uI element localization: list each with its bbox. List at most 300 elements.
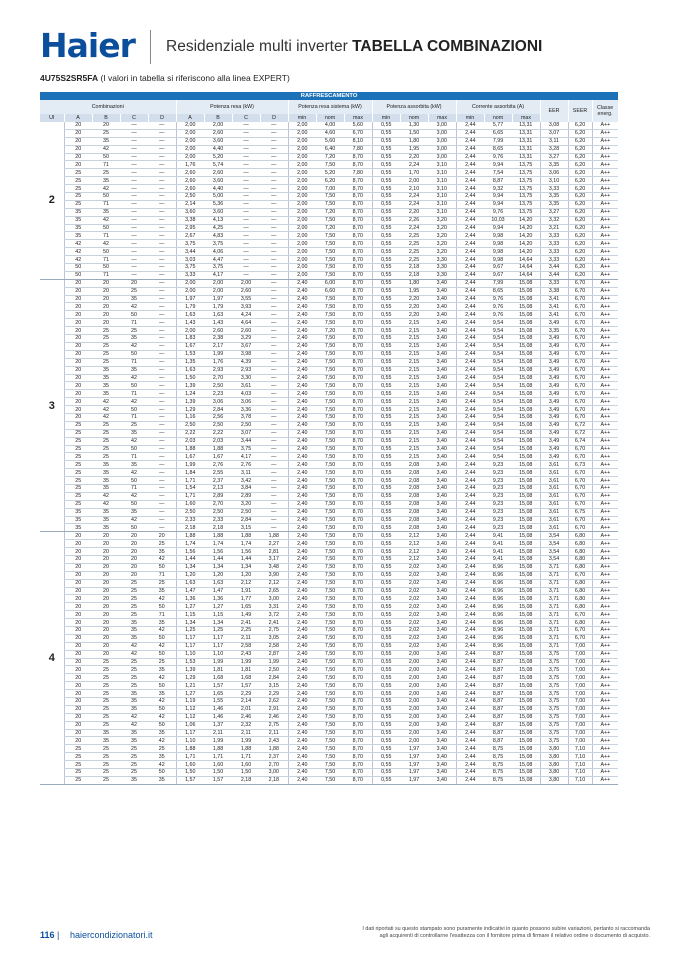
- table-cell: 3,40: [428, 500, 456, 508]
- table-row: [40, 161, 618, 169]
- table-cell: 2,44: [456, 579, 484, 587]
- table-cell: 0,55: [372, 603, 400, 611]
- table-cell: 3,40: [428, 753, 456, 761]
- table-cell: 7,00: [568, 690, 592, 698]
- table-row: [40, 745, 618, 753]
- table-cell: 0,55: [372, 611, 400, 619]
- table-cell: —: [260, 429, 288, 437]
- table-cell: 7,50: [316, 682, 344, 690]
- table-cell: 35: [92, 461, 120, 469]
- table-cell: 7,00: [568, 721, 592, 729]
- sub-header-cell: nom: [316, 114, 344, 122]
- table-cell: 2,44: [456, 776, 484, 784]
- table-cell: 3,10: [428, 177, 456, 185]
- table-cell: —: [232, 264, 260, 272]
- table-cell: 0,55: [372, 595, 400, 603]
- table-cell: 7,50: [316, 563, 344, 571]
- table-cell: 2,25: [232, 627, 260, 635]
- table-cell: 7,80: [344, 145, 372, 153]
- table-cell: 8,87: [484, 737, 512, 745]
- table-cell: 7,50: [316, 508, 344, 516]
- table-cell: 8,70: [344, 469, 372, 477]
- table-cell: 1,71: [232, 753, 260, 761]
- table-cell: 15,08: [512, 776, 540, 784]
- table-cell: 3,71: [540, 579, 568, 587]
- table-cell: 42: [92, 145, 120, 153]
- table-cell: 6,70: [568, 382, 592, 390]
- table-cell: 2,40: [288, 492, 316, 500]
- table-cell: 42: [120, 721, 148, 729]
- table-cell: 8,70: [344, 327, 372, 335]
- table-cell: 4,47: [204, 256, 232, 264]
- table-cell: 25: [64, 445, 92, 453]
- page-title: [166, 37, 542, 57]
- table-cell: 7,00: [568, 729, 592, 737]
- table-cell: A++: [592, 508, 618, 516]
- table-cell: 2,02: [400, 563, 428, 571]
- table-cell: 42: [92, 500, 120, 508]
- table-cell: 9,98: [484, 240, 512, 248]
- table-row: [40, 374, 618, 382]
- table-cell: 13,75: [512, 161, 540, 169]
- table-cell: 3,71: [540, 627, 568, 635]
- table-cell: 2,40: [288, 374, 316, 382]
- table-cell: —: [260, 374, 288, 382]
- table-cell: 42: [148, 627, 176, 635]
- table-row: [40, 129, 618, 137]
- table-cell: —: [232, 122, 260, 129]
- table-cell: 9,54: [484, 335, 512, 343]
- table-cell: 0,55: [372, 650, 400, 658]
- table-cell: A++: [592, 477, 618, 485]
- table-cell: 5,00: [204, 193, 232, 201]
- table-cell: A++: [592, 500, 618, 508]
- table-cell: 2,40: [288, 453, 316, 461]
- table-cell: 8,70: [344, 382, 372, 390]
- table-row: [40, 579, 618, 587]
- table-cell: 2,00: [400, 690, 428, 698]
- table-cell: —: [148, 390, 176, 398]
- table-cell: —: [148, 145, 176, 153]
- table-cell: A++: [592, 327, 618, 335]
- table-cell: 15,08: [512, 658, 540, 666]
- table-cell: 2,15: [400, 327, 428, 335]
- table-cell: 3,49: [540, 398, 568, 406]
- table-cell: 2,00: [288, 137, 316, 145]
- table-cell: A++: [592, 421, 618, 429]
- header-potenza-resa: Potenza resa (kW): [176, 100, 288, 114]
- table-cell: —: [232, 232, 260, 240]
- table-cell: 1,39: [176, 666, 204, 674]
- table-cell: 3,00: [428, 153, 456, 161]
- table-cell: 1,76: [204, 358, 232, 366]
- table-cell: 8,70: [344, 524, 372, 532]
- table-cell: 9,54: [484, 413, 512, 421]
- table-cell: 2,40: [288, 721, 316, 729]
- table-cell: 3,49: [540, 445, 568, 453]
- table-cell: 25: [92, 690, 120, 698]
- table-cell: 8,65: [484, 145, 512, 153]
- table-cell: 2,37: [204, 477, 232, 485]
- table-cell: 3,20: [232, 500, 260, 508]
- table-cell: 1,88: [260, 532, 288, 540]
- page-number-value: 116: [40, 930, 55, 940]
- table-cell: 2,62: [260, 698, 288, 706]
- table-cell: —: [120, 208, 148, 216]
- footer-separator: |: [57, 930, 60, 940]
- table-cell: 20: [92, 279, 120, 287]
- table-cell: 42: [92, 413, 120, 421]
- table-cell: 20: [64, 358, 92, 366]
- table-cell: —: [148, 185, 176, 193]
- table-cell: 1,79: [176, 303, 204, 311]
- table-cell: 8,70: [344, 200, 372, 208]
- table-cell: 3,93: [232, 303, 260, 311]
- table-cell: 15,08: [512, 634, 540, 642]
- table-cell: —: [148, 406, 176, 414]
- table-cell: 8,70: [344, 461, 372, 469]
- table-cell: 15,08: [512, 540, 540, 548]
- table-cell: 6,70: [568, 319, 592, 327]
- table-cell: —: [260, 342, 288, 350]
- table-cell: 2,12: [400, 540, 428, 548]
- table-cell: 2,00: [288, 248, 316, 256]
- table-cell: —: [260, 232, 288, 240]
- table-cell: 6,72: [568, 421, 592, 429]
- table-cell: 6,70: [568, 469, 592, 477]
- table-cell: 3,71: [540, 619, 568, 627]
- table-cell: 2,15: [400, 358, 428, 366]
- table-cell: —: [232, 177, 260, 185]
- table-cell: 25: [92, 129, 120, 137]
- table-cell: 0,55: [372, 753, 400, 761]
- table-cell: 15,08: [512, 713, 540, 721]
- table-row: [40, 366, 618, 374]
- table-row: [40, 477, 618, 485]
- table-cell: 1,99: [232, 737, 260, 745]
- table-cell: 7,50: [316, 469, 344, 477]
- table-cell: 3,75: [540, 666, 568, 674]
- table-cell: 8,70: [344, 224, 372, 232]
- sub-header-cell: B: [204, 114, 232, 122]
- table-cell: 2,40: [288, 587, 316, 595]
- table-cell: 3,40: [428, 350, 456, 358]
- table-cell: 2,44: [456, 122, 484, 129]
- table-cell: 6,70: [568, 524, 592, 532]
- table-cell: —: [120, 161, 148, 169]
- table-cell: 3,35: [540, 327, 568, 335]
- table-cell: 9,98: [484, 256, 512, 264]
- table-cell: 2,44: [456, 745, 484, 753]
- table-cell: 3,06: [204, 398, 232, 406]
- table-cell: 2,00: [288, 240, 316, 248]
- table-cell: 3,54: [540, 532, 568, 540]
- sub-header-cell: C: [232, 114, 260, 122]
- table-cell: 25: [64, 753, 92, 761]
- table-cell: 25: [64, 437, 92, 445]
- table-cell: A++: [592, 579, 618, 587]
- table-cell: 2,70: [260, 761, 288, 769]
- table-cell: 15,08: [512, 769, 540, 777]
- table-cell: 2,11: [204, 729, 232, 737]
- table-cell: 9,94: [484, 200, 512, 208]
- table-cell: 8,70: [344, 311, 372, 319]
- table-cell: 25: [92, 453, 120, 461]
- table-cell: 0,55: [372, 382, 400, 390]
- table-cell: A++: [592, 642, 618, 650]
- table-cell: A++: [592, 524, 618, 532]
- table-cell: 0,55: [372, 342, 400, 350]
- table-cell: 25: [92, 658, 120, 666]
- table-cell: 6,70: [568, 311, 592, 319]
- table-row: [40, 619, 618, 627]
- table-cell: 2,00: [288, 153, 316, 161]
- table-cell: —: [148, 453, 176, 461]
- table-cell: 3,40: [428, 627, 456, 635]
- table-cell: 35: [120, 335, 148, 343]
- table-cell: 1,24: [176, 390, 204, 398]
- table-cell: 6,80: [568, 595, 592, 603]
- table-cell: 2,50: [204, 508, 232, 516]
- table-cell: 25: [64, 200, 92, 208]
- table-cell: 2,40: [288, 366, 316, 374]
- table-cell: 15,08: [512, 437, 540, 445]
- table-cell: 1,74: [232, 540, 260, 548]
- table-cell: 20: [64, 713, 92, 721]
- table-cell: 3,75: [540, 705, 568, 713]
- table-cell: 2,40: [288, 295, 316, 303]
- table-cell: 2,40: [288, 745, 316, 753]
- table-cell: A++: [592, 137, 618, 145]
- table-cell: 3,40: [428, 358, 456, 366]
- table-cell: 6,20: [568, 216, 592, 224]
- table-cell: 15,08: [512, 287, 540, 295]
- table-cell: 1,17: [204, 634, 232, 642]
- table-cell: 8,70: [344, 453, 372, 461]
- table-cell: 3,40: [428, 658, 456, 666]
- table-cell: 2,44: [456, 429, 484, 437]
- table-cell: —: [148, 437, 176, 445]
- table-cell: 35: [120, 627, 148, 635]
- table-cell: 7,50: [316, 634, 344, 642]
- table-cell: 7,00: [568, 698, 592, 706]
- table-cell: 7,50: [316, 295, 344, 303]
- table-cell: 8,70: [344, 374, 372, 382]
- site-link[interactable]: haiercondizionatori.it: [70, 930, 153, 940]
- table-cell: 8,70: [344, 721, 372, 729]
- table-cell: 71: [148, 611, 176, 619]
- table-cell: 3,40: [428, 666, 456, 674]
- table-cell: 3,54: [540, 540, 568, 548]
- table-cell: 2,44: [456, 705, 484, 713]
- table-cell: 6,20: [568, 185, 592, 193]
- table-cell: 6,70: [568, 492, 592, 500]
- table-cell: 0,55: [372, 264, 400, 272]
- table-cell: —: [120, 145, 148, 153]
- table-cell: 9,94: [484, 224, 512, 232]
- table-cell: 8,70: [344, 603, 372, 611]
- table-cell: 1,50: [400, 129, 428, 137]
- table-cell: 9,54: [484, 398, 512, 406]
- table-cell: 7,50: [316, 761, 344, 769]
- table-cell: 2,44: [456, 484, 484, 492]
- table-cell: —: [232, 200, 260, 208]
- table-cell: 1,60: [176, 761, 204, 769]
- table-row: [40, 232, 618, 240]
- table-cell: 20: [92, 532, 120, 540]
- table-cell: 6,20: [568, 137, 592, 145]
- table-cell: 2,00: [288, 161, 316, 169]
- table-cell: 3,61: [540, 508, 568, 516]
- table-cell: 2,02: [400, 595, 428, 603]
- table-cell: A++: [592, 413, 618, 421]
- table-cell: 2,40: [288, 776, 316, 784]
- table-cell: 2,11: [232, 634, 260, 642]
- table-cell: 50: [92, 224, 120, 232]
- table-cell: 2,50: [176, 193, 204, 201]
- table-cell: 3,71: [540, 595, 568, 603]
- table-cell: 3,00: [260, 595, 288, 603]
- table-cell: 35: [92, 366, 120, 374]
- table-cell: 8,96: [484, 579, 512, 587]
- table-cell: 42: [92, 492, 120, 500]
- table-cell: 71: [120, 358, 148, 366]
- table-cell: 3,90: [260, 571, 288, 579]
- table-cell: 2,12: [232, 579, 260, 587]
- table-cell: 6,20: [568, 169, 592, 177]
- table-cell: 15,08: [512, 327, 540, 335]
- table-cell: 15,08: [512, 477, 540, 485]
- table-cell: —: [232, 216, 260, 224]
- table-cell: 3,33: [176, 271, 204, 279]
- table-cell: 3,40: [428, 327, 456, 335]
- table-cell: 15,08: [512, 548, 540, 556]
- table-cell: 1,77: [232, 595, 260, 603]
- table-cell: 15,08: [512, 350, 540, 358]
- table-cell: 8,70: [344, 161, 372, 169]
- table-cell: 50: [148, 705, 176, 713]
- disclaimer-line-1: I dati riportati su questo stampato sono puramente indicativi in quanto possono subire variazioni, pertanto si raccomanda: [362, 926, 650, 932]
- table-cell: 1,99: [232, 658, 260, 666]
- table-cell: 4,17: [232, 453, 260, 461]
- table-cell: 2,40: [288, 666, 316, 674]
- table-cell: 50: [120, 524, 148, 532]
- table-cell: 7,50: [316, 642, 344, 650]
- table-cell: 1,63: [176, 579, 204, 587]
- table-cell: 6,20: [568, 256, 592, 264]
- table-cell: 4,03: [232, 390, 260, 398]
- table-cell: 7,00: [568, 650, 592, 658]
- table-cell: 25: [120, 421, 148, 429]
- table-cell: 1,57: [232, 682, 260, 690]
- table-cell: 0,55: [372, 350, 400, 358]
- table-cell: 2,40: [288, 603, 316, 611]
- table-cell: 8,70: [344, 650, 372, 658]
- table-cell: 3,40: [428, 769, 456, 777]
- table-cell: 20: [92, 595, 120, 603]
- table-cell: 25: [92, 421, 120, 429]
- table-cell: 0,55: [372, 145, 400, 153]
- table-cell: 2,40: [288, 413, 316, 421]
- table-cell: 15,08: [512, 445, 540, 453]
- table-cell: —: [260, 350, 288, 358]
- table-cell: 6,80: [568, 532, 592, 540]
- table-cell: 6,73: [568, 461, 592, 469]
- table-cell: 0,55: [372, 295, 400, 303]
- table-cell: 2,50: [176, 508, 204, 516]
- table-cell: 42: [120, 713, 148, 721]
- table-cell: 0,55: [372, 406, 400, 414]
- table-cell: 2,44: [456, 224, 484, 232]
- table-cell: 2,40: [288, 516, 316, 524]
- table-cell: 2,20: [400, 311, 428, 319]
- page-title-bold: TABELLA COMBINAZIONI: [352, 38, 543, 55]
- table-cell: 2,08: [400, 516, 428, 524]
- table-cell: 0,55: [372, 445, 400, 453]
- table-cell: 8,70: [344, 342, 372, 350]
- table-cell: 7,00: [568, 705, 592, 713]
- table-row: [40, 279, 618, 287]
- table-cell: —: [232, 137, 260, 145]
- table-cell: 3,10: [428, 193, 456, 201]
- table-cell: 2,44: [456, 524, 484, 532]
- table-cell: —: [148, 295, 176, 303]
- table-cell: —: [120, 240, 148, 248]
- table-cell: —: [148, 335, 176, 343]
- table-cell: —: [260, 524, 288, 532]
- table-cell: 3,75: [204, 264, 232, 272]
- table-cell: 15,08: [512, 469, 540, 477]
- table-cell: 0,55: [372, 563, 400, 571]
- table-cell: 3,40: [428, 406, 456, 414]
- table-cell: 7,00: [568, 642, 592, 650]
- table-cell: 3,40: [428, 603, 456, 611]
- table-row: [40, 469, 618, 477]
- table-cell: 2,44: [456, 390, 484, 398]
- table-cell: 2,08: [400, 524, 428, 532]
- table-cell: 2,44: [456, 666, 484, 674]
- table-cell: 7,50: [316, 366, 344, 374]
- table-cell: A++: [592, 390, 618, 398]
- table-cell: 6,70: [568, 390, 592, 398]
- table-cell: 6,65: [484, 129, 512, 137]
- table-cell: 4,40: [204, 185, 232, 193]
- table-cell: 0,55: [372, 287, 400, 295]
- table-cell: 1,10: [176, 650, 204, 658]
- table-cell: 3,61: [540, 484, 568, 492]
- table-cell: 3,40: [428, 579, 456, 587]
- table-cell: 1,10: [204, 650, 232, 658]
- table-cell: 2,44: [456, 153, 484, 161]
- table-cell: 25: [92, 753, 120, 761]
- table-cell: A++: [592, 516, 618, 524]
- table-row: [40, 382, 618, 390]
- table-cell: —: [148, 382, 176, 390]
- table-cell: 3,11: [232, 469, 260, 477]
- table-cell: 15,08: [512, 421, 540, 429]
- table-cell: 8,96: [484, 634, 512, 642]
- table-cell: 8,70: [344, 627, 372, 635]
- table-cell: 2,40: [288, 390, 316, 398]
- table-cell: 50: [92, 193, 120, 201]
- table-cell: 1,25: [204, 627, 232, 635]
- table-cell: 50: [120, 350, 148, 358]
- table-cell: 3,71: [540, 642, 568, 650]
- table-cell: 2,44: [456, 634, 484, 642]
- table-cell: 42: [120, 516, 148, 524]
- table-cell: 7,50: [316, 619, 344, 627]
- table-cell: 2,44: [456, 279, 484, 287]
